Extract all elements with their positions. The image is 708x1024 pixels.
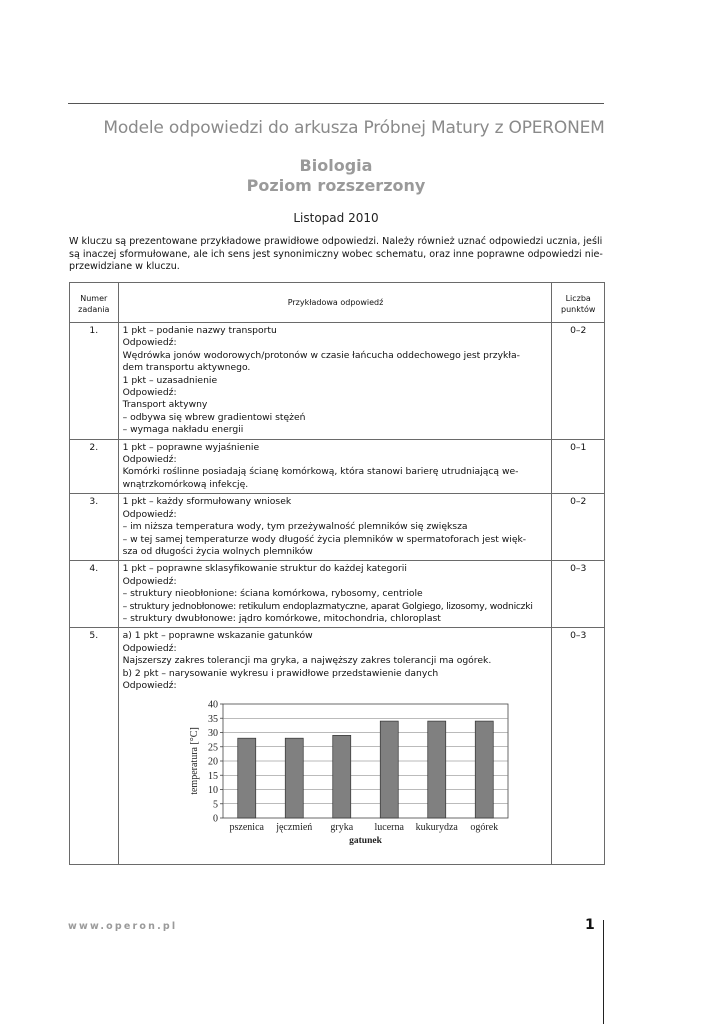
exam-date: Listopad 2010 (293, 211, 379, 225)
subject-level: Poziom rozszerzony (246, 176, 426, 195)
y-tick-label: 40 (207, 699, 218, 711)
answer-cell (118, 494, 552, 561)
points-value: 0–2 (552, 323, 605, 440)
answer-line: – struktury nieobłonione: ściana komórkowa, rybosomy, centriole (122, 588, 423, 600)
table-row (70, 323, 605, 440)
task-number: 2. (70, 439, 119, 494)
y-axis-title: temperatura [°C] (188, 727, 200, 796)
answer-line: 1 pkt – podanie nazwy transportu (122, 325, 277, 336)
y-tick-label: 25 (207, 742, 218, 754)
answers-table (69, 282, 605, 865)
answer-line: dem transportu aktywnego. (122, 362, 251, 374)
x-tick-label: gryka (329, 822, 353, 834)
intro-line: W kluczu są prezentowane przykładowe prawidłowe odpowiedzi. Należy również uznać odpowiedzi ucznia, jeśli (69, 236, 603, 247)
answer-line: Odpowiedź: (122, 387, 177, 399)
bar-ogórek (475, 721, 493, 818)
page-number: 1 (585, 917, 595, 933)
bar-lucerna (380, 721, 398, 818)
header-task-number-line1: Numer (80, 293, 108, 303)
answer-cell (118, 439, 552, 494)
bar-jęczmień (285, 739, 303, 819)
bar-chart-svg (123, 696, 543, 862)
points-value: 0–3 (552, 628, 605, 865)
answer-line: – w tej samej temperaturze wody długość życia plemników w spermatoforach jest więk- (122, 533, 527, 545)
header-answer: Przykładowa odpowiedź (118, 283, 552, 323)
answer-line: Komórki roślinne posiadają ścianę komórkową, która stanowi barierę utrudniającą we- (122, 466, 519, 478)
answer-line: Najszerszy zakres tolerancji ma gryka, a najwęższy zakres tolerancji ma ogórek. (122, 655, 492, 667)
subject-name: Biologia (299, 156, 373, 175)
x-tick-label: ogórek (469, 822, 498, 834)
y-tick-label: 10 (207, 785, 218, 797)
answer-line: – struktury jednobłonowe: retikulum endoplazmatyczne, aparat Golgiego, lizosomy, wodniczki (122, 600, 533, 612)
task-number: 4. (70, 561, 119, 628)
footer-rule (603, 920, 604, 1024)
table-row (70, 628, 605, 865)
footer-url: www.operon.pl (68, 921, 178, 932)
answer-line: – odbywa się wbrew gradientowi stężeń (122, 411, 306, 423)
answer-cell (118, 561, 552, 628)
header-title: Modele odpowiedzi do arkusza Próbnej Matury z OPERONEM (103, 118, 605, 138)
answer-line: Odpowiedź: (122, 679, 177, 691)
answer-line: wnątrzkomórkową infekcję. (122, 478, 249, 490)
intro-line: są inaczej sformułowane, ale ich sens jest synonimiczny wobec schematu, oraz inne poprawne odpowiedzi nie- (69, 248, 603, 260)
header-points-line1: Liczba (565, 293, 591, 303)
answer-line: Odpowiedź: (122, 454, 177, 466)
y-tick-label: 20 (207, 756, 218, 768)
table-row (70, 561, 605, 628)
x-tick-label: jęczmień (275, 822, 312, 834)
top-rule (68, 103, 604, 104)
x-tick-label: pszenica (229, 822, 264, 834)
answer-line: – im niższa temperatura wody, tym przeżywalność plemników się zwiększa (122, 521, 468, 533)
bar-gryka (332, 736, 350, 819)
x-axis-title: gatunek (348, 836, 382, 847)
answer-line: b) 2 pkt – narysowanie wykresu i prawidłowe przedstawienie danych (122, 667, 439, 679)
x-tick-label: lucerna (374, 822, 404, 834)
answer-cell (118, 628, 552, 865)
bar-kukurydza (427, 721, 445, 818)
intro-paragraph (69, 236, 605, 274)
table-header-row (70, 283, 605, 323)
answer-line: – struktury dwubłonowe: jądro komórkowe, mitochondria, chloroplast (122, 612, 441, 624)
y-tick-label: 35 (207, 714, 218, 726)
answer-line: 1 pkt – poprawne sklasyfikowanie struktur do każdej kategorii (122, 563, 407, 575)
x-tick-label: kukurydza (415, 822, 458, 834)
answer-line: Wędrówka jonów wodorowych/protonów w czasie łańcucha oddechowego jest przykła- (122, 349, 520, 361)
y-tick-label: 30 (207, 728, 218, 740)
table-body (70, 323, 605, 865)
task-number: 1. (70, 323, 119, 440)
y-tick-label: 15 (207, 771, 218, 783)
intro-line: przewidziane w kluczu. (69, 261, 180, 272)
answer-line: a) 1 pkt – poprawne wskazanie gatunków (122, 630, 313, 642)
temperature-chart (123, 696, 543, 862)
header-task-number (70, 283, 119, 323)
points-value: 0–2 (552, 494, 605, 561)
bar-pszenica (237, 739, 255, 819)
task-number: 3. (70, 494, 119, 561)
answer-cell (118, 323, 552, 440)
table-row (70, 494, 605, 561)
points-value: 0–1 (552, 439, 605, 494)
header-task-number-line2: zadania (78, 304, 110, 314)
answer-line: Transport aktywny (122, 399, 208, 411)
answer-line: Odpowiedź: (122, 575, 177, 587)
points-value: 0–3 (552, 561, 605, 628)
y-tick-label: 0 (212, 813, 218, 825)
y-tick-label: 5 (212, 799, 218, 811)
subject-heading (68, 156, 604, 196)
answer-line: Odpowiedź: (122, 337, 177, 349)
table-row (70, 439, 605, 494)
answer-line: Odpowiedź: (122, 642, 177, 654)
answer-line: 1 pkt – uzasadnienie (122, 374, 218, 386)
answer-line: Odpowiedź: (122, 508, 177, 520)
task-number: 5. (70, 628, 119, 865)
answer-line: 1 pkt – każdy sformułowany wniosek (122, 496, 292, 508)
answer-line: 1 pkt – poprawne wyjaśnienie (122, 441, 260, 453)
answer-line: sza od długości życia wolnych plemników (122, 545, 313, 557)
header-points (552, 283, 605, 323)
header-points-line2: punktów (560, 304, 596, 314)
answer-line: – wymaga nakładu energii (122, 424, 244, 436)
